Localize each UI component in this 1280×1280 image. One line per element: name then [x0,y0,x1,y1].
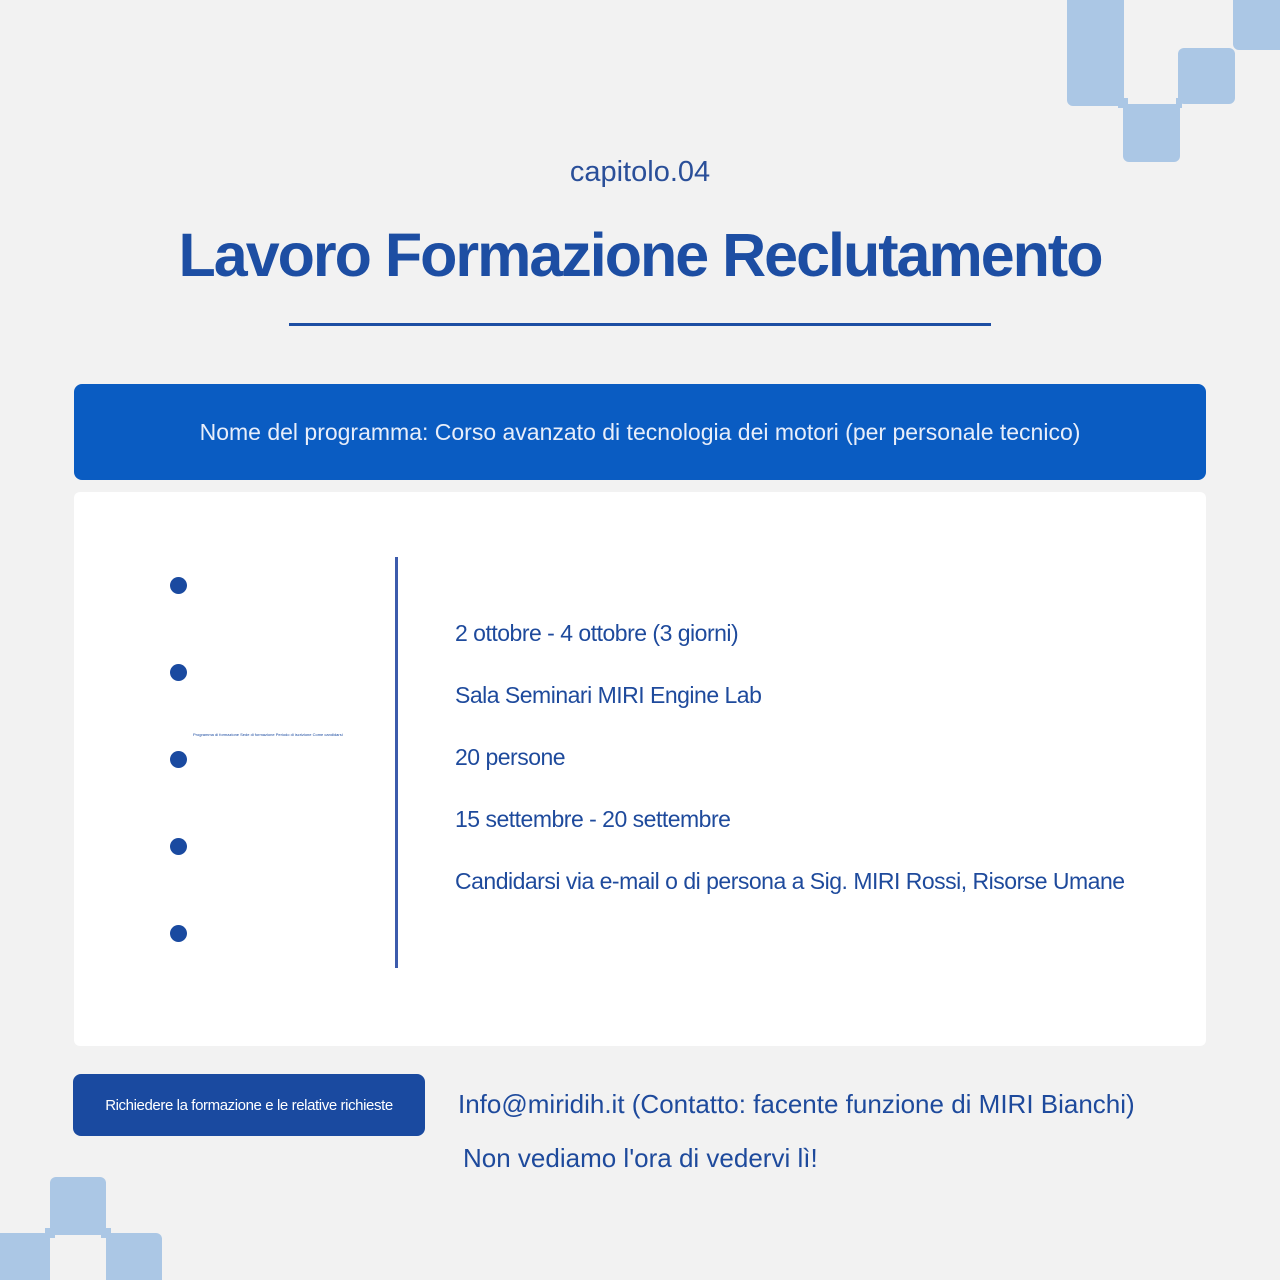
chapter-label: capitolo.04 [569,156,711,188]
request-training-button[interactable]: Richiedere la formazione e le relative richieste [73,1074,425,1136]
detail-value-dates: 2 ottobre - 4 ottobre (3 giorni) [455,620,739,646]
decorative-block [50,1177,106,1235]
decorative-block [1176,98,1182,108]
decorative-block [101,1228,111,1238]
decorative-block [106,1233,162,1280]
bullet-icon [170,577,187,594]
bullet-icon [170,925,187,942]
contact-info: Info@miridih.it (Contatto: facente funzione di MIRI Bianchi) [458,1089,1135,1119]
decorative-block [1118,98,1128,108]
detail-value-location: Sala Seminari MIRI Engine Lab [455,682,762,708]
page-title: Lavoro Formazione Reclutamento [178,221,1102,289]
bullet-icon [170,751,187,768]
title-divider [289,323,991,326]
bullet-icon [170,664,187,681]
detail-labels: Programma di formazione Sede di formazione Periodo di iscrizione Come candidarsi [193,732,343,737]
vertical-divider [395,557,398,968]
bullet-icon [170,838,187,855]
decorative-block [45,1228,55,1238]
decorative-block [1178,48,1235,104]
decorative-block [1067,0,1124,106]
detail-value-capacity: 20 persone [455,744,566,770]
decorative-block [1233,0,1280,50]
program-name: Nome del programma: Corso avanzato di tecnologia dei motori (per personale tecnico) [199,418,1081,445]
detail-value-registration: 15 settembre - 20 settembre [455,806,731,832]
decorative-block [0,1233,50,1280]
closing-message: Non vediamo l'ora di vedervi lì! [463,1143,818,1173]
detail-value-apply: Candidarsi via e-mail o di persona a Sig. MIRI Rossi, Risorse Umane [455,868,1125,894]
details-card [74,492,1206,1046]
program-name-banner [74,384,1206,480]
decorative-block [1123,104,1180,162]
